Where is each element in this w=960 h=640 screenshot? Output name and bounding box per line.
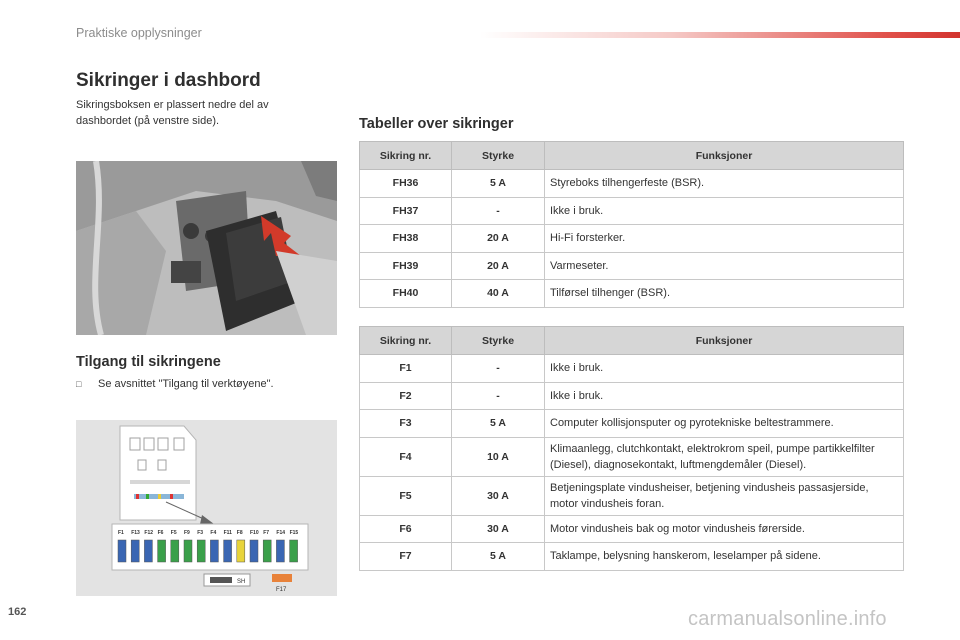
fuse-table-2 <box>359 326 904 571</box>
dashboard-illustration <box>76 161 337 335</box>
fuse-function-cell: Ikke i bruk. <box>545 197 904 225</box>
table-row <box>360 543 904 571</box>
fuse-table-1 <box>359 141 904 308</box>
fuse-amperage-cell: 5 A <box>452 410 545 438</box>
fuse-amperage-cell: 30 A <box>452 515 545 543</box>
fuse-number-cell: FH38 <box>360 225 452 253</box>
fuse-amperage-cell: 10 A <box>452 437 545 476</box>
fuse-number-cell: FH39 <box>360 252 452 280</box>
fuse-block <box>144 540 152 562</box>
fuse-block <box>118 540 126 562</box>
fuse-block <box>237 540 245 562</box>
fuse-number-cell: F4 <box>360 437 452 476</box>
fuse-number-cell: F3 <box>360 410 452 438</box>
table-row <box>360 410 904 438</box>
fuse-label: F8 <box>236 530 243 536</box>
fusebox-diagram <box>76 420 337 596</box>
table-row <box>360 170 904 198</box>
fuse-number-cell: FH40 <box>360 280 452 308</box>
fuse-label: F13 <box>131 530 140 536</box>
page-title: Sikringer i dashbord <box>76 70 261 91</box>
fuse-block <box>131 540 139 562</box>
col-header-amp: Styrke <box>452 327 545 355</box>
col-header-nr: Sikring nr. <box>360 327 452 355</box>
access-subtitle: Tilgang til sikringene <box>76 354 221 370</box>
fuse-block <box>250 540 258 562</box>
table-row <box>360 197 904 225</box>
access-bullet-text: Se avsnittet "Tilgang til verktøyene". <box>98 378 274 390</box>
fuse-block <box>263 540 271 562</box>
table-row <box>360 280 904 308</box>
table-row <box>360 476 904 515</box>
tables-title: Tabeller over sikringer <box>359 116 514 132</box>
col-header-amp: Styrke <box>452 142 545 170</box>
fuse-function-cell: Taklampe, belysning hanskerom, leselamper på sidene. <box>545 543 904 571</box>
fuse-f17-label: F17 <box>276 587 287 593</box>
shunt-label: SH <box>237 579 246 585</box>
fuse-label: F12 <box>144 530 154 536</box>
fuse-f17 <box>272 574 292 582</box>
fuse-amperage-cell: 5 A <box>452 170 545 198</box>
fuse-function-cell: Ikke i bruk. <box>545 382 904 410</box>
fusebox-illustration <box>76 420 337 596</box>
fuse-label: F14 <box>276 530 286 536</box>
fuse-number-cell: FH36 <box>360 170 452 198</box>
fuse-amperage-cell: 40 A <box>452 280 545 308</box>
fuse-label: F6 <box>157 530 164 536</box>
table-row <box>360 382 904 410</box>
fuse-amperage-cell: - <box>452 355 545 383</box>
fuse-amperage-cell: - <box>452 382 545 410</box>
fuse-label: F4 <box>210 530 217 536</box>
access-bullet <box>76 378 274 390</box>
section-label: Praktiske opplysninger <box>76 26 202 40</box>
fuse-label: F7 <box>263 530 270 536</box>
fuse-number-cell: F5 <box>360 476 452 515</box>
intro-text: Sikringsboksen er plassert nedre del av dashbordet (på venstre side). <box>76 99 269 127</box>
fuse-block <box>276 540 284 562</box>
table-header-row <box>360 327 904 355</box>
fuse-block <box>197 540 205 562</box>
fuse-block <box>224 540 232 562</box>
fuse-label: F9 <box>184 530 190 536</box>
fuse-function-cell: Ikke i bruk. <box>545 355 904 383</box>
fuse-function-cell: Tilførsel tilhenger (BSR). <box>545 280 904 308</box>
fuse-block <box>210 540 218 562</box>
col-header-func: Funksjoner <box>545 327 904 355</box>
table-row <box>360 515 904 543</box>
page-number: 162 <box>8 606 27 618</box>
fuse-number-cell: F2 <box>360 382 452 410</box>
table-row <box>360 437 904 476</box>
fuse-label: F5 <box>170 530 177 536</box>
fuse-block <box>171 540 179 562</box>
fuse-function-cell: Hi-Fi forsterker. <box>545 225 904 253</box>
table-row <box>360 252 904 280</box>
fuse-label: F10 <box>250 530 259 536</box>
table-header-row <box>360 142 904 170</box>
fuse-label: F3 <box>197 530 204 536</box>
header-accent-bar <box>480 32 960 38</box>
table-row <box>360 355 904 383</box>
fuse-amperage-cell: 20 A <box>452 225 545 253</box>
table-row <box>360 225 904 253</box>
col-header-nr: Sikring nr. <box>360 142 452 170</box>
fuse-amperage-cell: - <box>452 197 545 225</box>
fuse-function-cell: Betjeningsplate vindusheiser, betjening vindusheis passasjerside, motor vindusheis foran. <box>545 476 904 515</box>
fuse-label: F1 <box>118 530 124 536</box>
fuse-block <box>184 540 192 562</box>
fuse-amperage-cell: 30 A <box>452 476 545 515</box>
dashboard-photo <box>76 161 337 335</box>
fuse-block <box>158 540 166 562</box>
fuse-function-cell: Klimaanlegg, clutchkontakt, elektrokrom speil, pumpe partikkelfilter (Diesel), diagnosekontakt, luftmengdemåler (Diesel). <box>545 437 904 476</box>
fuse-function-cell: Styreboks tilhengerfeste (BSR). <box>545 170 904 198</box>
fuse-amperage-cell: 5 A <box>452 543 545 571</box>
fuse-amperage-cell: 20 A <box>452 252 545 280</box>
square-bullet-icon: □ <box>76 379 82 389</box>
fuse-label: F11 <box>223 530 232 536</box>
fuse-number-cell: F7 <box>360 543 452 571</box>
fuse-function-cell: Motor vindusheis bak og motor vindusheis førerside. <box>545 515 904 543</box>
fuse-number-cell: F1 <box>360 355 452 383</box>
fuse-label: F15 <box>289 530 299 536</box>
mini-fuse-row <box>134 494 184 499</box>
fuse-number-cell: FH37 <box>360 197 452 225</box>
watermark: carmanualsonline.info <box>688 608 887 630</box>
fuse-block <box>290 540 298 562</box>
fuse-function-cell: Computer kollisjonsputer og pyrotekniske beltestrammere. <box>545 410 904 438</box>
col-header-func: Funksjoner <box>545 142 904 170</box>
fuse-function-cell: Varmeseter. <box>545 252 904 280</box>
fuse-number-cell: F6 <box>360 515 452 543</box>
